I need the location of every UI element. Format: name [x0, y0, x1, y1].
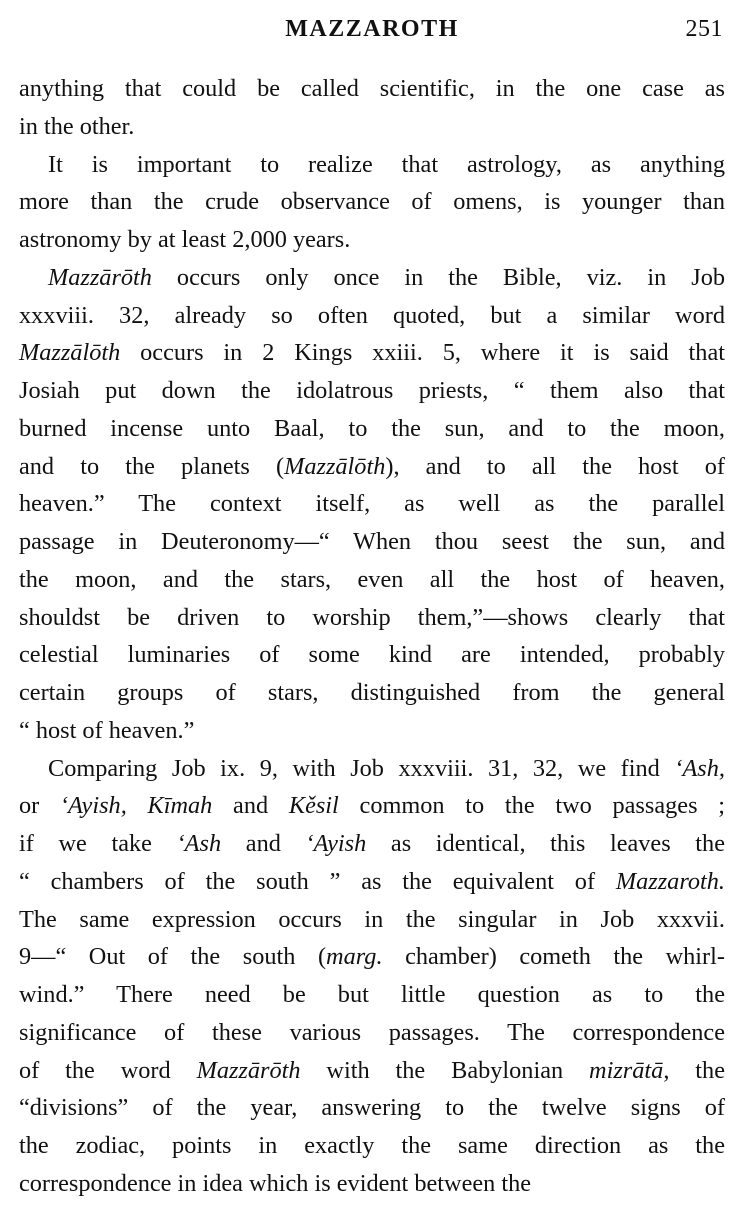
text-line: if we take ‘Ash and ‘Ayish as identical, this leaves the	[19, 830, 725, 857]
italic-term: ‘Ayish	[305, 830, 367, 857]
text-line: “divisions” of the year, answering to the twelve signs of	[19, 1094, 725, 1122]
text-line: “ chambers of the south ” as the equivalent of Mazzaroth.	[19, 867, 725, 895]
text-line: Comparing Job ix. 9, with Job xxxviii. 31, 32, we find ‘Ash,	[48, 754, 725, 782]
text-line: It is important to realize that astrology, as anything	[48, 150, 725, 178]
text-line: correspondence in idea which is evident between the	[19, 1169, 532, 1197]
text-line: burned incense unto Baal, to the sun, and to the moon,	[19, 414, 725, 442]
body-text	[19, 70, 725, 1203]
italic-term: ‘Ash,	[674, 754, 725, 782]
text-line: xxxviii. 32, already so often quoted, but a similar word	[19, 301, 725, 329]
text-line: the moon, and the stars, even all the host of heaven,	[19, 565, 725, 593]
italic-term: mizrātā	[589, 1056, 664, 1084]
text-line: 9—“ Out of the south (marg. chamber) cometh the whirl-	[19, 943, 725, 971]
italic-term: Mazzālōth	[19, 339, 121, 367]
text-line: passage in Deuteronomy—“ When thou seest the sun, and	[19, 528, 725, 555]
text-line: and to the planets (Mazzālōth), and to all the host of	[19, 452, 725, 480]
text-line: Mazzālōth occurs in 2 Kings xxiii. 5, where it is said that	[19, 339, 725, 367]
text-line: shouldst be driven to worship them,”—shows clearly that	[19, 603, 725, 631]
text-line: wind.” There need be but little question as to the	[19, 981, 725, 1008]
page-number: 251	[685, 16, 723, 42]
italic-term: marg.	[326, 943, 383, 971]
text-line: Josiah put down the idolatrous priests, “ them also that	[19, 377, 725, 404]
text-line: or ‘Ayish, Kīmah and Kěsil common to the two passages ;	[19, 792, 725, 820]
italic-term: ‘Ayish, Kīmah	[59, 792, 213, 820]
paragraph	[19, 146, 725, 259]
text-line: anything that could be called scientific, in the one case as	[19, 75, 725, 102]
italic-term: Mazzārōth	[48, 263, 152, 291]
paragraph	[19, 259, 725, 750]
text-line: in the other.	[19, 112, 135, 140]
text-line: The same expression occurs in the singular in Job xxxvii.	[19, 905, 725, 933]
italic-term: Kěsil	[288, 792, 339, 820]
italic-term: Mazzālōth	[284, 452, 386, 480]
running-header	[19, 14, 725, 48]
text-line: certain groups of stars, distinguished from the general	[19, 679, 725, 706]
text-line: of the word Mazzārōth with the Babylonian mizrātā, the	[19, 1056, 725, 1084]
paragraph	[19, 70, 725, 146]
italic-term: Mazzaroth.	[615, 867, 725, 895]
text-line: significance of these various passages. The correspondence	[19, 1018, 725, 1046]
italic-term: Mazzārōth	[196, 1056, 301, 1084]
text-line: “ host of heaven.”	[19, 716, 195, 744]
text-line: heaven.” The context itself, as well as the parallel	[19, 490, 725, 518]
text-line: celestial luminaries of some kind are intended, probably	[19, 641, 725, 669]
text-line: astronomy by at least 2,000 years.	[19, 226, 351, 253]
text-line: more than the crude observance of omens, is younger than	[19, 188, 725, 216]
italic-term: ‘Ash	[176, 830, 222, 857]
text-line: Mazzārōth occurs only once in the Bible, viz. in Job	[48, 263, 725, 291]
running-title: MAZZAROTH	[285, 16, 459, 42]
paragraph	[19, 750, 725, 1203]
text-line: the zodiac, points in exactly the same direction as the	[19, 1132, 725, 1159]
